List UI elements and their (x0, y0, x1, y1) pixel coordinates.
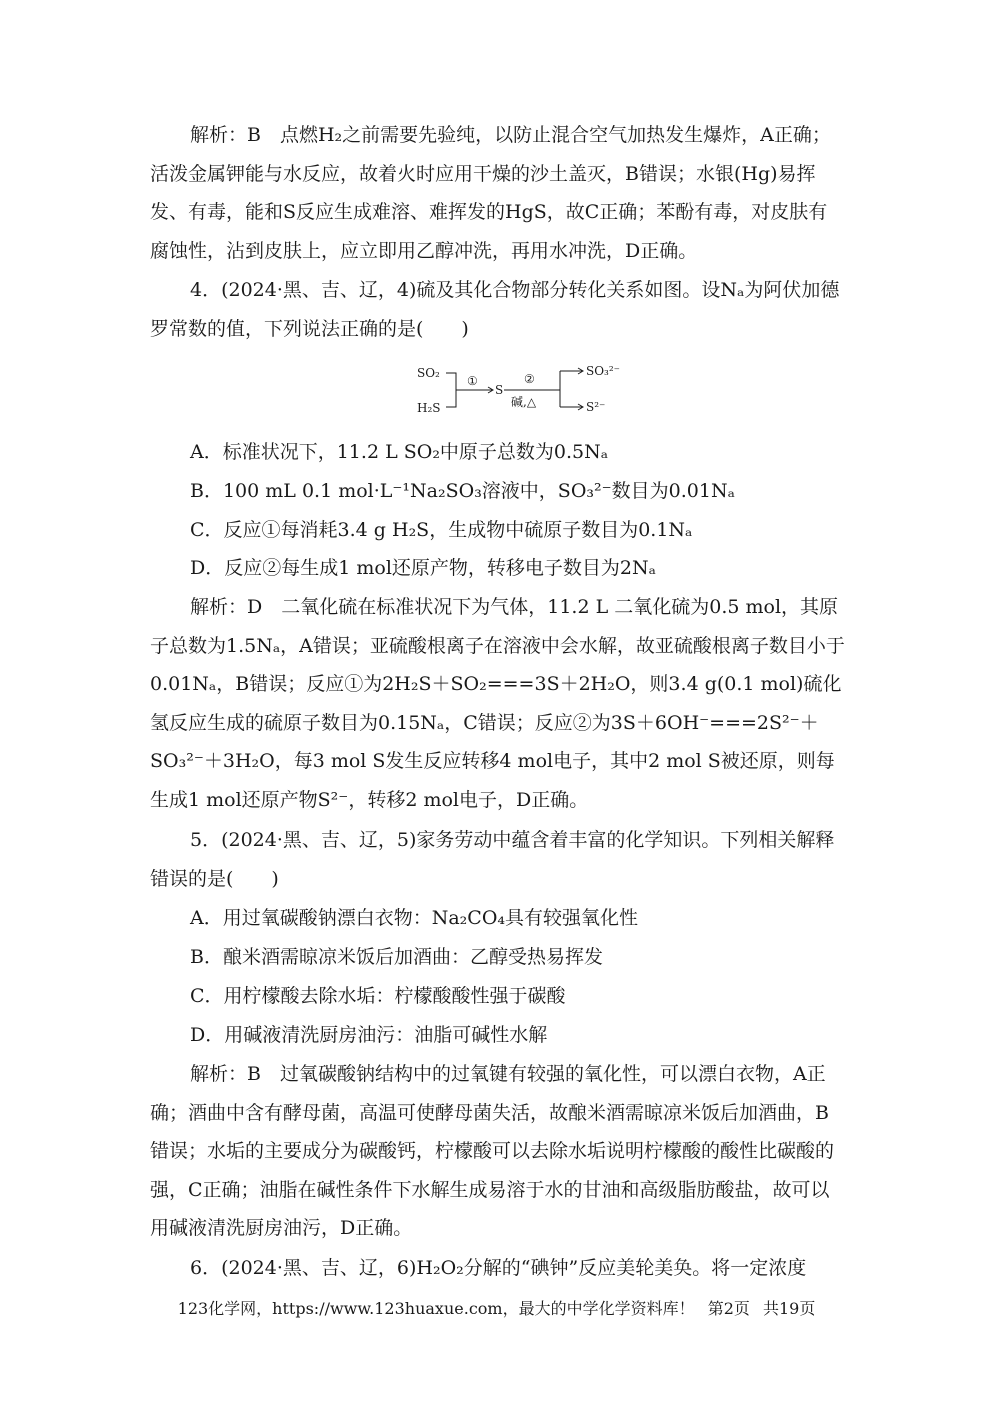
q5-analysis: 解析：B 过氧碳酸钠结构中的过氧键有较强的氧化性，可以漂白衣物，A正确；酒曲中含有酵母菌，高温可使酵母菌失活，故酿米酒需晾凉米饭后加酒曲，B错误；水垢的主要成分为碳酸钙，柠檬酸可以去除水垢说明柠檬酸的酸性比碳酸的强，C正确；油脂在碱性条件下水解生成易溶于水的甘油和高级脂肪酸盐，故可以用碱液清洗厨房油污，D正确。 (150, 1063, 835, 1239)
q6-stem: 6．(2024·黑、吉、辽，6)H₂O₂分解的“碘钟”反应美轮美奂。将一定浓度 (190, 1257, 807, 1279)
q5-option-d: D．用碱液清洗厨房油污：油脂可碱性水解 (190, 1024, 548, 1046)
q5-stem: 5．(2024·黑、吉、辽，5)家务劳动中蕴含着丰富的化学知识。下列相关解释错误的是( ) (150, 829, 835, 890)
q5-option-c: C．用柠檬酸去除水垢：柠檬酸酸性强于碳酸 (190, 985, 566, 1007)
footer-page-total: 共19页 (762, 1299, 816, 1318)
q4-option-b: B．100 mL 0.1 mol·L⁻¹Na₂SO₃溶液中，SO₃²⁻数目为0.01Nₐ (190, 480, 735, 502)
step1-label: ① (467, 374, 478, 388)
sulfite-label: SO₃²⁻ (586, 364, 621, 378)
merge-bracket (446, 373, 456, 407)
q5-option-a: A．用过氧碳酸钠漂白衣物：Na₂CO₄具有较强氧化性 (190, 907, 639, 929)
sulfur-conversion-diagram (410, 355, 630, 425)
sulfide-label: S²⁻ (586, 400, 606, 414)
so2-label: SO₂ (417, 366, 440, 380)
footer-page-number: 第2页 (707, 1299, 750, 1318)
footer-site: 123化学网，https://www.123huaxue.com，最大的中学化学资料库！ (177, 1299, 695, 1318)
h2s-label: H₂S (417, 401, 441, 415)
q4-option-c: C．反应①每消耗3.4 g H₂S，生成物中硫原子数目为0.1Nₐ (190, 519, 693, 541)
page-footer (0, 1297, 993, 1321)
q4-stem: 4．(2024·黑、吉、辽，4)硫及其化合物部分转化关系如图。设Nₐ为阿伏加德罗常数的值，下列说法正确的是( ) (150, 279, 840, 340)
condition-label: 碱,△ (511, 395, 537, 409)
step2-label: ② (524, 372, 535, 386)
q4-option-d: D．反应②每生成1 mol还原产物，转移电子数目为2Nₐ (190, 557, 656, 579)
q4-analysis: 解析：D 二氧化硫在标准状况下为气体，11.2 L 二氧化硫为0.5 mol，其原子总数为1.5Nₐ，A错误；亚硫酸根离子在溶液中会水解，故亚硫酸根离子数目小于0.01Nₐ，B错误；反应①为2H₂S＋SO₂===3S＋2H₂O，则3.4 g(0.1 mol)硫化氢反应生成的硫原子数目为0.15Nₐ，C错误；反应②为3S＋6OH⁻===2S²⁻＋SO₃²⁻＋3H₂O，每3 mol S发生反应转移4 mol电子，其中2 mol S被还原，则每生成1 mol还原产物S²⁻，转移2 mol电子，D正确。 (150, 596, 845, 811)
sulfur-label: S (495, 383, 504, 397)
q3-analysis: 解析：B 点燃H₂之前需要先验纯，以防止混合空气加热发生爆炸，A正确；活泼金属钾能与水反应，故着火时应用干燥的沙土盖灭，B错误；水银(Hg)易挥发、有毒，能和S反应生成难溶、难挥发的HgS，故C正确；苯酚有毒，对皮肤有腐蚀性，沾到皮肤上，应立即用乙醇冲洗，再用水冲洗，D正确。 (150, 124, 831, 262)
q4-option-a: A．标准状况下，11.2 L SO₂中原子总数为0.5Nₐ (190, 441, 609, 463)
q5-option-b: B．酿米酒需晾凉米饭后加酒曲：乙醇受热易挥发 (190, 946, 603, 968)
